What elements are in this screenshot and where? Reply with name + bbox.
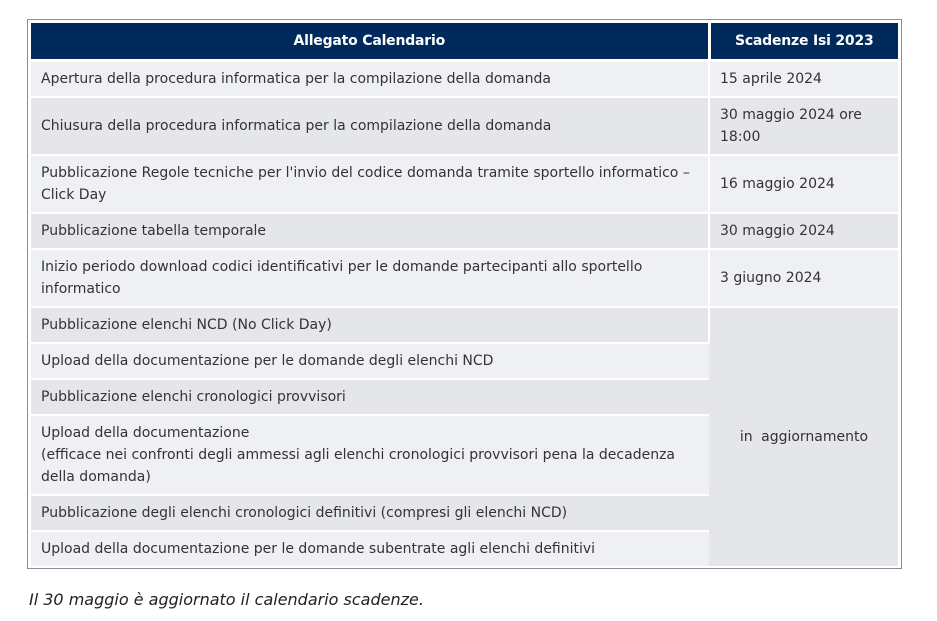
calendar-table-frame (27, 19, 902, 569)
calendar-table (31, 23, 898, 568)
deadline-merged-cell (709, 307, 898, 567)
header-deadline: Scadenze Isi 2023 (709, 23, 898, 61)
table-row (31, 213, 898, 249)
activity-cell: Upload della documentazione per le domande degli elenchi NCD (31, 343, 709, 379)
header-activity: Allegato Calendario (31, 23, 709, 61)
activity-cell: Pubblicazione tabella temporale (31, 213, 709, 249)
activity-cell: Inizio periodo download codici identificativi per le domande partecipanti allo sportello informatico (31, 249, 709, 307)
activity-cell: Apertura della procedura informatica per la compilazione della domanda (31, 61, 709, 97)
activity-cell (31, 415, 709, 495)
deadline-cell: 15 aprile 2024 (709, 61, 898, 97)
table-header-row (31, 23, 898, 61)
deadline-cell: 30 maggio 2024 ore 18:00 (709, 97, 898, 155)
table-row (31, 307, 898, 343)
activity-cell: Pubblicazione Regole tecniche per l'invio del codice domanda tramite sportello informatico – Click Day (31, 155, 709, 213)
activity-cell: Pubblicazione elenchi NCD (No Click Day) (31, 307, 709, 343)
activity-cell: Pubblicazione degli elenchi cronologici definitivi (compresi gli elenchi NCD) (31, 495, 709, 531)
deadline-cell: 30 maggio 2024 (709, 213, 898, 249)
activity-line: (efficace nei confronti degli ammessi agli elenchi cronologici provvisori pena la decadenza della domanda) (41, 446, 675, 485)
activity-line: Upload della documentazione (41, 424, 250, 441)
table-row (31, 155, 898, 213)
table-row (31, 97, 898, 155)
deadline-merged-text: in aggiornamento (739, 428, 869, 445)
activity-cell: Chiusura della procedura informatica per la compilazione della domanda (31, 97, 709, 155)
activity-cell: Upload della documentazione per le domande subentrate agli elenchi definitivi (31, 531, 709, 567)
deadline-cell: 3 giugno 2024 (709, 249, 898, 307)
activity-cell: Pubblicazione elenchi cronologici provvisori (31, 379, 709, 415)
calendar-update-note: Il 30 maggio è aggiornato il calendario scadenze. (29, 590, 424, 609)
table-row (31, 61, 898, 97)
deadline-cell: 16 maggio 2024 (709, 155, 898, 213)
table-row (31, 249, 898, 307)
